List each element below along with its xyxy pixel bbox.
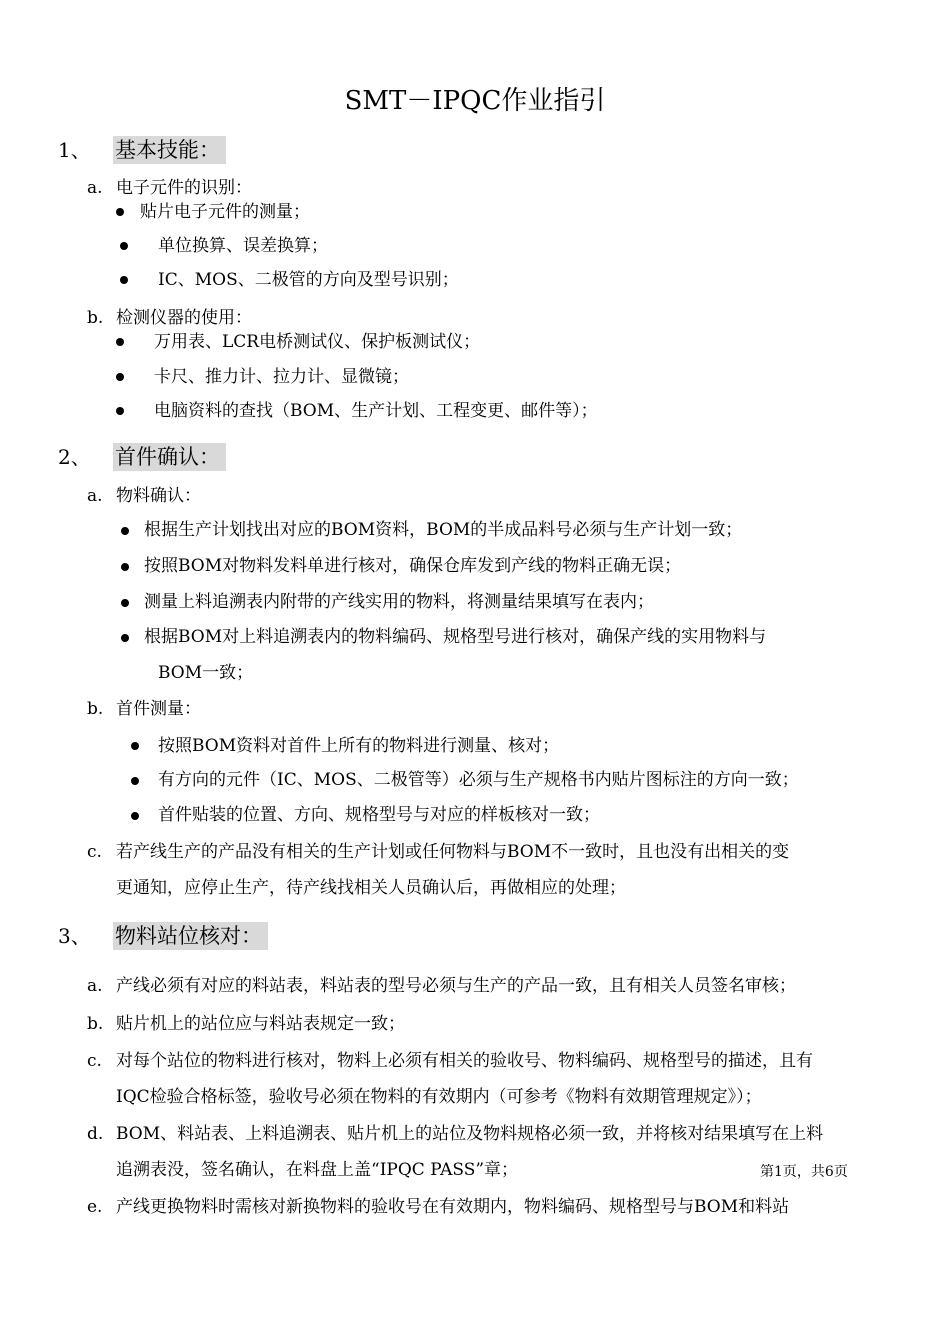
section-2-number: 2、 xyxy=(58,445,91,469)
section-2a-letter: a. xyxy=(87,486,103,506)
section-3a-line-1: 产线必须有对应的料站表，料站表的型号必须与生产的产品一致，且有相关人员签名审核； xyxy=(116,976,796,996)
section-3-number: 3、 xyxy=(58,924,91,948)
section-2b-bullet-3: 首件贴装的位置、方向、规格型号与对应的样板核对一致； xyxy=(158,805,600,825)
bullet-icon xyxy=(120,242,128,250)
section-1a-bullet-1: 贴片电子元件的测量； xyxy=(140,202,310,222)
section-2b-bullet-2: 有方向的元件（IC、MOS、二极管等）必须与生产规格书内贴片图标注的方向一致； xyxy=(158,770,799,790)
section-3d-line-1: BOM、料站表、上料追溯表、贴片机上的站位及物料规格必须一致，并将核对结果填写在上料 xyxy=(116,1124,824,1144)
section-1a-bullet-3: IC、MOS、二极管的方向及型号识别； xyxy=(158,270,459,290)
section-3a-letter: a. xyxy=(87,976,103,996)
section-1b-bullet-2: 卡尺、推力计、拉力计、显微镜； xyxy=(154,367,409,387)
section-2a-label: 物料确认： xyxy=(116,486,201,506)
section-1b-letter: b. xyxy=(87,308,104,328)
bullet-icon xyxy=(116,407,124,415)
section-3e-line-1: 产线更换物料时需核对新换物料的验收号在有效期内，物料编码、规格型号与BOM和料站 xyxy=(116,1197,790,1217)
bullet-icon xyxy=(116,338,124,346)
section-1b-bullet-3: 电脑资料的查找（BOM、生产计划、工程变更、邮件等）； xyxy=(154,401,598,421)
section-2b-letter: b. xyxy=(87,699,104,719)
section-3b-line-1: 贴片机上的站位应与料站表规定一致； xyxy=(116,1014,405,1034)
section-3-title: 物料站位核对： xyxy=(113,922,268,950)
section-2a-bullet-2: 按照BOM对物料发料单进行核对，确保仓库发到产线的物料正确无误； xyxy=(144,556,682,576)
bullet-icon xyxy=(116,208,124,216)
section-1b-label: 检测仪器的使用： xyxy=(116,308,252,328)
bullet-icon xyxy=(131,742,139,750)
section-3d-letter: d. xyxy=(87,1124,104,1144)
section-1b-bullet-1: 万用表、LCR电桥测试仪、保护板测试仪； xyxy=(154,332,481,352)
section-2c-line-2: 更通知，应停止生产，待产线找相关人员确认后，再做相应的处理； xyxy=(116,878,626,898)
section-1-title: 基本技能： xyxy=(113,136,226,164)
section-2b-bullet-1: 按照BOM资料对首件上所有的物料进行测量、核对； xyxy=(158,736,560,756)
page-number: 第1页，共6页 xyxy=(760,1164,848,1180)
section-1a-label: 电子元件的识别： xyxy=(116,178,252,198)
section-2a-bullet-4-cont: BOM一致； xyxy=(158,663,254,683)
section-1a-bullet-2: 单位换算、误差换算； xyxy=(158,236,328,256)
section-2a-bullet-4: 根据BOM对上料追溯表内的物料编码、规格型号进行核对，确保产线的实用物料与 xyxy=(144,627,767,647)
section-2c-line-1: 若产线生产的产品没有相关的生产计划或任何物料与BOM不一致时，且也没有出相关的变 xyxy=(116,842,790,862)
section-2-title: 首件确认： xyxy=(113,443,226,471)
section-2a-bullet-3: 测量上料追溯表内附带的产线实用的物料，将测量结果填写在表内； xyxy=(144,592,654,612)
bullet-icon xyxy=(131,812,139,820)
section-3c-letter: c. xyxy=(87,1051,102,1071)
bullet-icon xyxy=(116,373,124,381)
section-3d-line-2: 追溯表没，签名确认，在料盘上盖“IPQC PASS”章； xyxy=(116,1160,519,1180)
section-1a-letter: a. xyxy=(87,178,103,198)
bullet-icon xyxy=(131,777,139,785)
section-3c-line-2: IQC检验合格标签，验收号必须在物料的有效期内（可参考《物料有效期管理规定》）； xyxy=(116,1087,762,1107)
section-2a-bullet-1: 根据生产计划找出对应的BOM资料，BOM的半成品料号必须与生产计划一致； xyxy=(144,520,743,540)
bullet-icon xyxy=(120,276,128,284)
section-2b-label: 首件测量： xyxy=(116,699,201,719)
bullet-icon xyxy=(121,599,129,607)
section-3c-line-1: 对每个站位的物料进行核对，物料上必须有相关的验收号、物料编码、规格型号的描述，且有 xyxy=(116,1051,813,1071)
bullet-icon xyxy=(121,527,129,535)
section-3e-letter: e. xyxy=(87,1197,103,1217)
section-1-number: 1、 xyxy=(58,138,91,162)
document-title: SMT－IPQC作业指引 xyxy=(344,86,606,116)
bullet-icon xyxy=(121,563,129,571)
bullet-icon xyxy=(121,634,129,642)
section-3b-letter: b. xyxy=(87,1014,104,1034)
section-2c-letter: c. xyxy=(87,842,102,862)
